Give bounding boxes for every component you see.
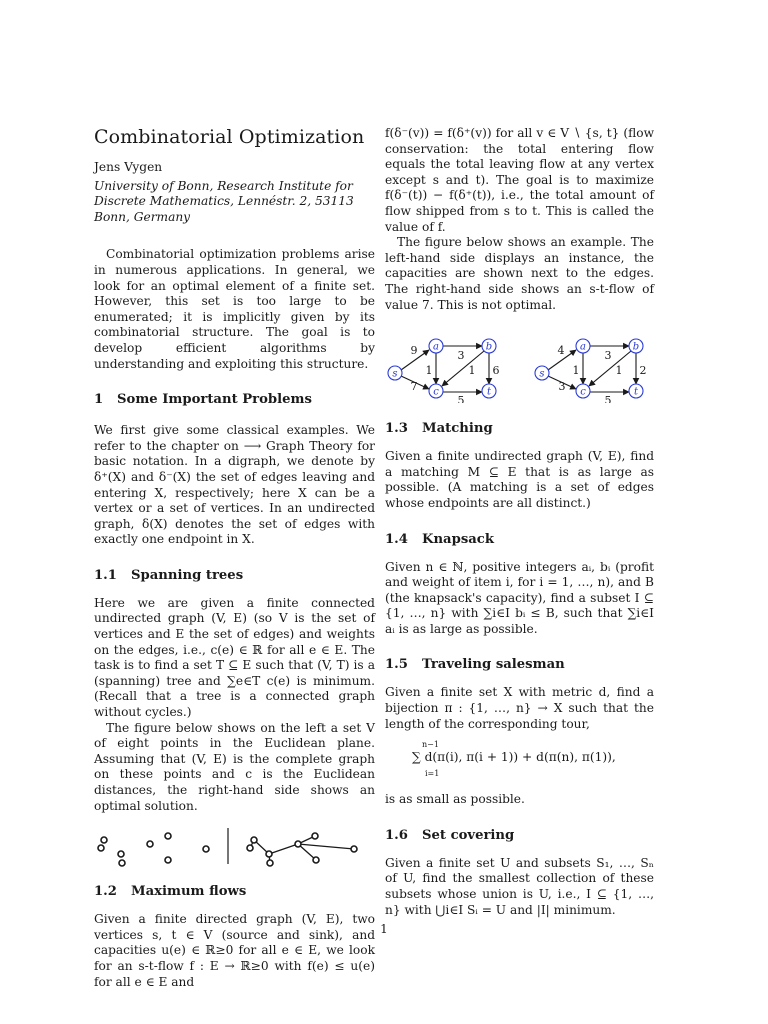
paper-title: Combinatorial Optimization	[94, 126, 365, 148]
section-1-heading: 1 Some Important Problems	[94, 392, 312, 408]
section-1-2-paragraph-1: Given a finite directed graph (V, E), two vertices s, t ∈ V (source and sink), and capacities u(e) ∈ ℝ≥0 for all e ∈ E, we look for an s-t-flow f : E → ℝ≥0 with f(e) ≤ u(e) for all e ∈ E and	[94, 912, 375, 989]
point-2	[101, 837, 107, 843]
tsp-formula	[385, 740, 654, 786]
affiliation: University of Bonn, Research Institute for Discrete Mathematics, Lennéstr. 2, 53113 Bonn, Germany	[94, 178, 354, 224]
svg-text:1: 1	[425, 364, 433, 378]
svg-text:5: 5	[457, 394, 465, 404]
section-1-3-paragraph: Given a finite undirected graph (V, E), find a matching M ⊆ E that is as large as possible. (A matching is a set of edges whose endpoints are all distinct.)	[385, 449, 654, 510]
point-6	[165, 833, 171, 839]
svg-text:2: 2	[639, 364, 647, 378]
point-4	[119, 860, 125, 866]
left-column	[94, 126, 375, 990]
section-1-2-paragraph-2: f(δ⁻(v)) = f(δ⁺(v)) for all v ∈ V ∖ {s, t} (flow conservation: the total entering flow equals the total leaving flow at any vertex except s and t). The goal is to maximize f(δ⁻(t)) − f(δ⁺(t)), i.e., the total amount of flow shipped from s to t. This is called the value of f.	[385, 126, 654, 234]
node-t-left: t	[486, 386, 492, 398]
svg-text:6: 6	[492, 364, 500, 378]
svg-text:4: 4	[557, 344, 565, 358]
right-column	[385, 126, 654, 918]
spanning-tree-figure	[94, 822, 375, 872]
svg-text:1: 1	[572, 364, 580, 378]
node-s-left: s	[392, 368, 398, 380]
section-1-1-heading: 1.1 Spanning trees	[94, 567, 244, 583]
section-1-4-paragraph: Given n ∈ ℕ, positive integers aᵢ, bᵢ (profit and weight of item i, for i = 1, …, n), and B (the knapsack's capacity), find a subset I ⊆ {1, …, n} with ∑i∈I bᵢ ≤ B, such that ∑i∈I aᵢ is as large as possible.	[385, 559, 654, 636]
node-c-left: c	[433, 386, 439, 398]
section-1-6-heading: 1.6 Set covering	[385, 827, 515, 843]
svg-text:9: 9	[410, 344, 418, 358]
section-1-1-paragraph-2: The figure below shows on the left a set V of eight points in the Euclidean plane. Assuming that (V, E) is the complete graph on these points and c is the Euclidean distances, the right-hand side shows an optimal solution.	[94, 720, 375, 813]
svg-text:3: 3	[558, 380, 566, 394]
flow-instance-graph	[388, 339, 500, 403]
svg-text:7: 7	[410, 380, 418, 394]
section-1-2-paragraph-3: The figure below shows an example. The left-hand side displays an instance, the capacities are shown next to the edges. The right-hand side shows an s-t-flow of value 7. This is not optimal.	[385, 235, 654, 312]
svg-text:1: 1	[615, 364, 623, 378]
svg-text:3: 3	[457, 349, 465, 363]
section-1-5-paragraph-1: Given a finite set X with metric d, find a bijection π : {1, …, n} → X such that the length of the corresponding tour,	[385, 685, 654, 731]
author-name: Jens Vygen	[94, 160, 163, 174]
section-1-paragraph: We first give some classical examples. We refer to the chapter on ⟶ Graph Theory for basic notation. In a digraph, we denote by δ⁺(X) and δ⁻(X) the set of edges leaving and entering X, respectively; here X can be a vertex or a set of vertices. In an undirected graph, δ(X) denotes the set of edges with exactly one endpoint in X.	[94, 423, 375, 547]
node-t-right: t	[633, 386, 639, 398]
point-8	[203, 846, 209, 852]
sum-lower-limit: i=1	[425, 769, 440, 779]
section-1-2-heading: 1.2 Maximum flows	[94, 884, 247, 900]
section-1-5-heading: 1.5 Traveling salesman	[385, 657, 565, 673]
section-1-4-heading: 1.4 Knapsack	[385, 531, 494, 547]
point-7	[165, 857, 171, 863]
point-5	[147, 841, 153, 847]
svg-text:5: 5	[604, 394, 612, 404]
node-b-right: b	[632, 341, 640, 353]
flow-figure	[385, 323, 654, 403]
section-1-5-paragraph-2: is as small as possible.	[385, 792, 525, 807]
node-a-left: a	[433, 341, 439, 353]
section-1-1-paragraph-1: Here we are given a finite connected undirected graph (V, E) (so V is the set of vertices and E the set of edges) and weights on the edges, i.e., c(e) ∈ ℝ for all e ∈ E. The task is to find a set T ⊆ E such that (V, T) is a (spanning) tree and ∑e∈T c(e) is minimum. (Recall that a tree is a connected graph without cycles.)	[94, 595, 375, 720]
svg-text:1: 1	[468, 364, 476, 378]
point-3	[118, 851, 124, 857]
point-1	[98, 845, 104, 851]
sum-upper-limit: n−1	[422, 740, 439, 750]
section-1-3-heading: 1.3 Matching	[385, 421, 493, 437]
node-s-right: s	[539, 368, 545, 380]
node-c-right: c	[580, 386, 586, 398]
svg-text:3: 3	[604, 349, 612, 363]
node-b-left: b	[485, 341, 493, 353]
flow-solution-graph	[535, 339, 647, 403]
sum-expression: ∑ d(π(i), π(i + 1)) + d(π(n), π(1)),	[412, 750, 616, 765]
intro-paragraph: Combinatorial optimization problems arise in numerous applications. In general, we look for an optimal element of a finite set. However, this set is too large to be enumerated; it is implicitly given by its combinatorial structure. The goal is to develop efficient algorithms by understanding and exploiting this structure.	[94, 247, 375, 371]
section-1-6-paragraph: Given a finite set U and subsets S₁, …, Sₙ of U, find the smallest collection of these subsets whose union is U, i.e., I ⊆ {1, …, n} with ⋃i∈I Sᵢ = U and |I| minimum.	[385, 855, 654, 917]
node-a-right: a	[580, 341, 586, 353]
page-number: 1	[380, 922, 388, 936]
